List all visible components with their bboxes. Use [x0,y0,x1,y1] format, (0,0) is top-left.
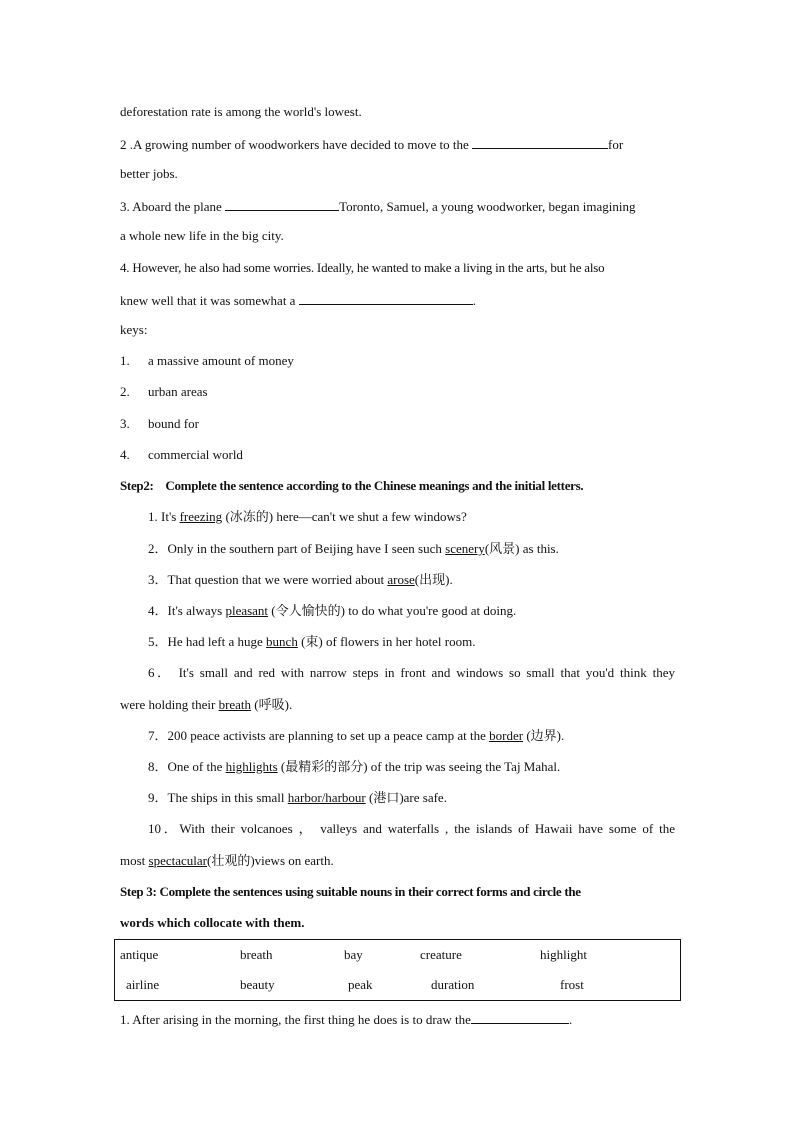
question-text: 1. After arising in the morning, the first thing he does is to draw the [120,1012,471,1027]
answer-word: highlights [225,759,278,774]
question-text: Toronto, Samuel, a young woodworker, began imagining [339,199,636,214]
answer-word: pleasant [225,603,269,618]
sentence-text: (壮观的)views on earth. [207,853,334,868]
sentence-3 [148,572,675,588]
sentence-text: 5．He had left a huge [148,634,267,649]
sentence-text: 1. It's [148,509,180,524]
question-text: . [472,293,476,308]
question-text: knew well that it was somewhat a [120,293,296,308]
sentence-text: (呼吸). [251,697,293,712]
text-line: deforestation rate is among the world's lowest. [120,104,362,119]
word-cell: antique [120,947,159,962]
word-row [115,970,681,1001]
question-text: . [568,1012,573,1027]
word-cell: breath [240,947,273,962]
step2-heading: Step2: Complete the sentence according to the Chinese meanings and the initial letters. [120,478,584,493]
sentence-text: 4．It's always [148,603,226,618]
answer-blank[interactable] [471,1010,569,1024]
key-number: 3. [120,416,130,431]
word-cell: frost [560,977,584,992]
question-3 [120,197,675,215]
key-number: 4. [120,447,130,462]
sentence-2 [148,541,675,557]
step3-heading: Step 3: Complete the sentences using suitable nouns in their correct forms and circle the [120,884,581,899]
answer-word: breath [218,697,252,712]
sentence-text: (最精彩的部分) of the trip was seeing the Taj Mahal. [277,759,561,774]
sentence-text: (港口)are safe. [365,790,447,805]
text-line: better jobs. [120,166,178,181]
word-row [115,940,681,971]
step3-question-1 [120,1010,675,1028]
answer-blank[interactable] [299,291,473,305]
answer-word: arose [387,572,415,587]
sentence-text: 7．200 peace activists are planning to set up a peace camp at the [148,728,490,743]
sentence-text: (束) of flowers in her hotel room. [297,634,476,649]
sentence-text: (冰冻的) here—can't we shut a few windows? [222,509,467,524]
sentence-text: were holding their [120,697,219,712]
sentence-10-cont [120,853,675,869]
question-text: 3. Aboard the plane [120,199,222,214]
keys-label: keys: [120,322,148,337]
question-text: for [608,137,624,152]
key-item [120,384,675,400]
sentence-text: 3．That question that we were worried about [148,572,388,587]
word-cell: highlight [540,947,587,962]
sentence-text: (风景) as this. [484,541,559,556]
question-4-cont [120,291,675,309]
text-line: a whole new life in the big city. [120,228,284,243]
answer-word: spectacular [148,853,208,868]
answer-word: harbor/harbour [287,790,366,805]
key-number: 2. [120,384,130,399]
sentence-text: (出现). [414,572,453,587]
word-cell: airline [126,977,160,992]
sentence-4 [148,603,675,619]
word-cell: creature [420,947,462,962]
key-text: urban areas [148,384,208,399]
sentence-10: 10．With their volcanoes ， valleys and waterfalls , the islands of Hawaii have some of the [148,821,675,836]
sentence-text: 2．Only in the southern part of Beijing have I seen such [148,541,446,556]
key-text: a massive amount of money [148,353,294,368]
sentence-1 [148,509,675,525]
sentence-8 [148,759,675,775]
word-cell: bay [344,947,363,962]
sentence-6-cont [120,697,675,713]
sentence-5 [148,634,675,650]
word-cell: duration [431,977,475,992]
sentence-6: 6． It's small and red with narrow steps in front and windows so small that you'd think they [148,665,675,680]
key-text: commercial world [148,447,243,462]
key-text: bound for [148,416,199,431]
sentence-9 [148,790,675,806]
sentence-text: 8．One of the [148,759,226,774]
answer-word: freezing [179,509,223,524]
question-text: 2 .A growing number of woodworkers have decided to move to the [120,137,469,152]
word-cell: peak [348,977,373,992]
answer-word: scenery [445,541,485,556]
sentence-7 [148,728,675,744]
answer-blank[interactable] [225,197,339,211]
step3-heading-cont: words which collocate with them. [120,915,305,930]
key-item [120,353,675,369]
sentence-text: most [120,853,149,868]
word-box [114,939,681,1001]
key-item [120,447,675,463]
answer-word: bunch [266,634,298,649]
answer-blank[interactable] [472,135,608,149]
answer-word: border [489,728,524,743]
sentence-text: (边界). [523,728,565,743]
question-2 [120,135,675,153]
sentence-text: (令人愉快的) to do what you're good at doing. [268,603,517,618]
word-cell: beauty [240,977,275,992]
question-4: 4. However, he also had some worries. Ideally, he wanted to make a living in the arts, but he also [120,260,605,275]
key-item [120,416,675,432]
key-number: 1. [120,353,130,368]
sentence-text: 9．The ships in this small [148,790,288,805]
